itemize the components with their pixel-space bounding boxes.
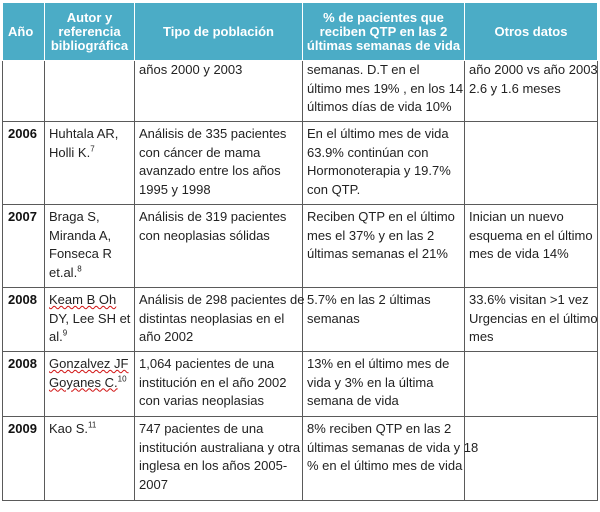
cell-year: 2006 [3,122,45,205]
reference-number: 11 [88,420,97,430]
table-row [3,122,598,205]
header-row [3,3,598,61]
cell-author: Gonzalvez JF Goyanes C.$^{10}$ [45,352,135,417]
reference-number: 9 [62,328,68,338]
header-other: Otros datos [465,3,598,61]
table-row [3,288,598,352]
cell-population: Análisis de 319 pacientes con neoplasias sólidas [135,205,303,288]
cell-population: Análisis de 335 pacientes con cáncer de mama avanzado entre los años 1995 y 1998 [135,122,303,205]
cell-other: 33.6% visitan >1 vez Urgencias en el último mes [465,288,598,352]
studies-table [2,2,598,501]
cell-other: año 2000 vs año 2003 2.6 y 1.6 meses [465,61,598,122]
cell-year: 2007 [3,205,45,288]
cell-percent: En el último mes de vida 63.9% continúan con Hormonoterapia y 19.7% con QTP. [303,122,465,205]
cell-author: Kao S.$^{11}$ [45,417,135,501]
cell-percent: 13% en el último mes de vida y 3% en la última semana de vida [303,352,465,417]
cell-other [465,417,598,501]
cell-percent: 8% reciben QTP en las 2 últimas semanas de vida y 18 % en el último mes de vida [303,417,465,501]
cell-author: Braga S, Miranda A, Fonseca R et.al.$^8$ [45,205,135,288]
header-population: Tipo de población [135,3,303,61]
cell-year: 2008 [3,288,45,352]
reference-number: 10 [117,374,127,384]
cell-population: años 2000 y 2003 [135,61,303,122]
cell-percent: Reciben QTP en el último mes el 37% y en las 2 últimas semanas el 21% [303,205,465,288]
cell-author: Keam B Oh DY, Lee SH et al.$^9$ [45,288,135,352]
header-author: Autor y referencia bibliográfica [45,3,135,61]
table-row [3,205,598,288]
cell-other [465,352,598,417]
cell-other: Inician un nuevo esquema en el último mes de vida 14% [465,205,598,288]
cell-year [3,61,45,122]
cell-population: 747 pacientes de una institución australiana y otra inglesa en los años 2005- 2007 [135,417,303,501]
cell-author: Huhtala AR, Holli K.$^7$ [45,122,135,205]
cell-year: 2009 [3,417,45,501]
header-year: Año [3,3,45,61]
reference-number: 8 [77,264,82,274]
header-percent: % de pacientes que reciben QTP en las 2 últimas semanas de vida [303,3,465,61]
cell-percent: 5.7% en las 2 últimas semanas [303,288,465,352]
table-row [3,352,598,417]
cell-population: 1,064 pacientes de una institución en el año 2002 con varias neoplasias [135,352,303,417]
reference-number: 7 [90,144,95,154]
cell-percent: semanas. D.T en el último mes 19% , en los 14 últimos días de vida 10% [303,61,465,122]
cell-other [465,122,598,205]
table-row [3,61,598,122]
cell-year: 2008 [3,352,45,417]
cell-author [45,61,135,122]
table-row [3,417,598,501]
cell-population: Análisis de 298 pacientes de distintas neoplasias en el año 2002 [135,288,303,352]
